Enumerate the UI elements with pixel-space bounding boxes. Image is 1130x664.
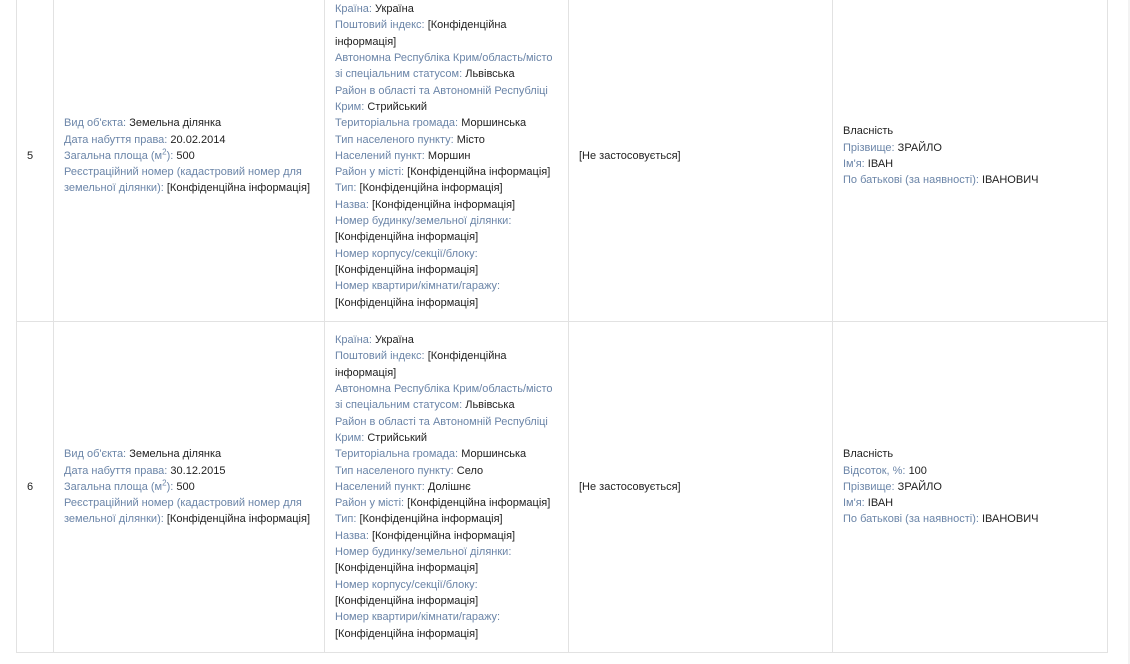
row-number: 6 <box>17 322 54 653</box>
country: Країна: Україна <box>335 3 414 16</box>
street-name: Назва: [Конфіденційна інформація] <box>335 198 516 211</box>
total-area: Загальна площа $(м^2)$: 500 <box>64 478 195 493</box>
owner-surname: Прізвище: ЗРАЙЛО <box>843 480 942 493</box>
not-applicable-cell: [Не застосовується] <box>569 322 833 653</box>
object-cell <box>54 0 325 322</box>
cadastral-number: Реєстраційний номер (кадастровий номер для земельної ділянки): [Конфіденційна інформація] <box>64 166 310 195</box>
object-cell <box>54 322 325 653</box>
owner-cell <box>833 322 1108 653</box>
settlement-type: Тип населеного пункту: Село <box>335 464 484 477</box>
street-name: Назва: [Конфіденційна інформація] <box>335 529 516 542</box>
country: Країна: Україна <box>335 334 414 347</box>
acquisition-date: Дата набуття права: 30.12.2015 <box>64 464 226 477</box>
street-type: Тип: [Конфіденційна інформація] <box>335 513 503 526</box>
not-applicable-cell: [Не застосовується] <box>569 0 833 322</box>
address-cell <box>325 322 569 653</box>
object-kind: Вид об'єкта: Земельна ділянка <box>64 117 222 130</box>
owner-surname: Прізвище: ЗРАЙЛО <box>843 141 942 154</box>
owner-patronymic: По батькові (за наявності): ІВАНОВИЧ <box>843 513 1039 526</box>
cadastral-number: Реєстраційний номер (кадастровий номер для земельної ділянки): [Конфіденційна інформація] <box>64 497 310 526</box>
apartment-number: Номер квартири/кімнати/гаражу: [Конфіденційна інформація] <box>335 611 501 640</box>
land-plots-table <box>16 0 1108 653</box>
district: Район в області та Автономній Республіці Крим: Стрийський <box>335 84 548 113</box>
ownership-right: Власність <box>843 125 894 138</box>
row-number: 5 <box>17 0 54 322</box>
object-kind: Вид об'єкта: Земельна ділянка <box>64 448 222 461</box>
region: Автономна Республіка Крим/область/місто зі спеціальним статусом: Львівська <box>335 383 553 412</box>
block-number: Номер корпусу/секції/блоку: [Конфіденційна інформація] <box>335 578 479 607</box>
postal-code: Поштовий індекс: [Конфіденційна інформація] <box>335 350 507 379</box>
owner-patronymic: По батькові (за наявності): ІВАНОВИЧ <box>843 174 1039 187</box>
settlement: Населений пункт: Моршин <box>335 149 471 162</box>
building-number: Номер будинку/земельної ділянки: [Конфіденційна інформація] <box>335 546 512 575</box>
ownership-right: Власність <box>843 448 894 461</box>
owner-first-name: Ім'я: ІВАН <box>843 497 894 510</box>
acquisition-date: Дата набуття права: 20.02.2014 <box>64 133 226 146</box>
address-cell <box>325 0 569 322</box>
settlement: Населений пункт: Долішнє <box>335 480 471 493</box>
region: Автономна Республіка Крим/область/місто зі спеціальним статусом: Львівська <box>335 52 553 81</box>
building-number: Номер будинку/земельної ділянки: [Конфіденційна інформація] <box>335 215 512 244</box>
owner-share: Відсоток, %: 100 <box>843 464 927 477</box>
total-area: Загальна площа $(м^2)$: 500 <box>64 147 195 162</box>
table-row <box>17 0 1108 322</box>
community: Територіальна громада: Моршинська <box>335 448 527 461</box>
apartment-number: Номер квартири/кімнати/гаражу: [Конфіденційна інформація] <box>335 280 501 309</box>
city-district: Район у місті: [Конфіденційна інформація] <box>335 166 551 179</box>
owner-first-name: Ім'я: ІВАН <box>843 158 894 170</box>
postal-code: Поштовий індекс: [Конфіденційна інформація] <box>335 19 507 48</box>
community: Територіальна громада: Моршинська <box>335 117 527 130</box>
district: Район в області та Автономній Республіці Крим: Стрийський <box>335 415 548 444</box>
city-district: Район у місті: [Конфіденційна інформація] <box>335 497 551 510</box>
street-type: Тип: [Конфіденційна інформація] <box>335 182 503 195</box>
table-row <box>17 322 1108 653</box>
block-number: Номер корпусу/секції/блоку: [Конфіденційна інформація] <box>335 247 479 276</box>
owner-cell <box>833 0 1108 322</box>
settlement-type: Тип населеного пункту: Місто <box>335 133 485 146</box>
